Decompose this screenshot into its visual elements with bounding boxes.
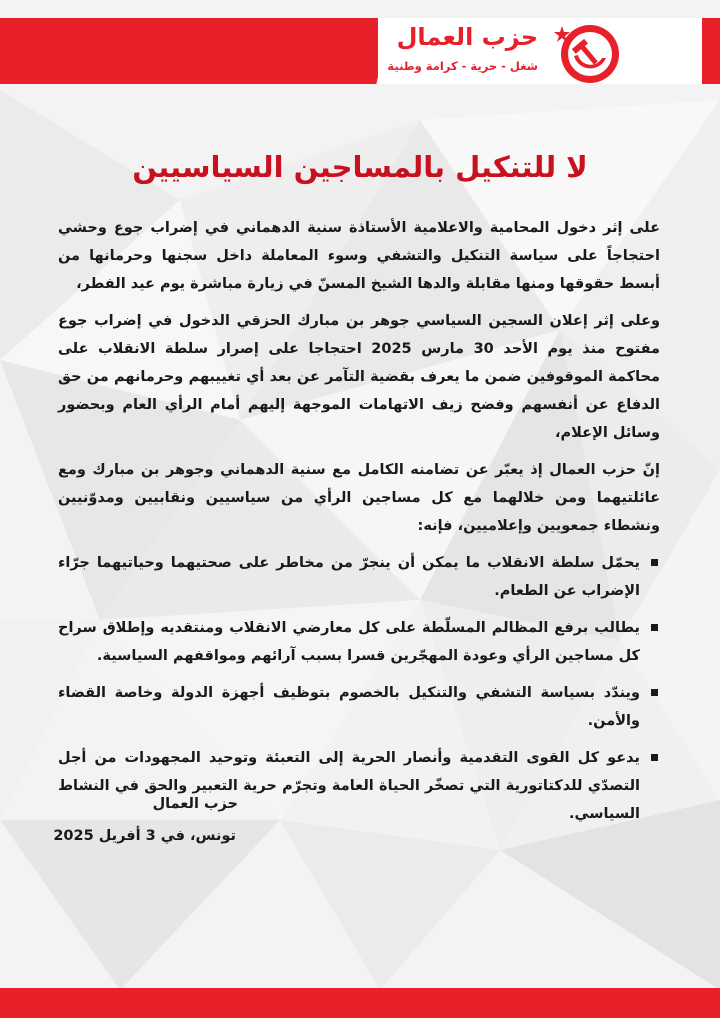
party-name: حزب العمال	[396, 23, 538, 51]
document-title: لا للتنكيل بالمساجين السياسيين	[132, 150, 588, 184]
hammer-sickle-star-icon	[548, 18, 624, 88]
signature: حزب العمال	[152, 796, 238, 812]
bullet-item	[58, 679, 660, 735]
bullet-item	[58, 744, 660, 828]
bullet-square-icon	[651, 559, 658, 566]
party-logo	[548, 18, 624, 88]
place-date: تونس، في 3 أفريل 2025	[53, 828, 236, 844]
bullet-item	[58, 549, 660, 605]
document-body	[58, 214, 660, 837]
paragraph: إنّ حزب العمال إذ يعبّر عن تضامنه الكامل مع سنية الدهماني وجوهر بن مبارك ومع عائلتيهما ومن خلالهما مع كل مساجين الرأي من سياسيين ونقابيين ومدوّنيين ونشطاء جمعويين وإعلاميين، فإنه:	[58, 462, 660, 534]
bullet-square-icon	[651, 689, 658, 696]
header-red-strip	[702, 18, 720, 84]
bullet-square-icon	[651, 754, 658, 761]
paragraph: وعلى إثر إعلان السجين السياسي جوهر بن مبارك الحزقي الدخول في إضراب جوع مفتوح منذ يوم الأحد 30 مارس 2025 احتجاجا على إصرار سلطة الانقلاب على محاكمة الموقوفين ضمن ما يعرف بقضية التآمر عن بعد أي تغييبهم وحرمانهم من حق الدفاع عن أنفسهم وفضح زيف الاتهامات الموجهة إليهم أمام الرأي العام وبحضور وسائل الإعلام،	[58, 313, 660, 441]
bullet-text: ويندّد بسياسة التشفي والتنكيل بالخصوم بتوظيف أجهزة الدولة وخاصة القضاء والأمن.	[58, 685, 640, 729]
bullet-item	[58, 614, 660, 670]
paragraph: على إثر دخول المحامية والاعلامية الأستاذة سنية الدهماني في إضراب جوع وحشي احتجاجاً على سياسة التنكيل والتشفي وسوء المعاملة داخل سجنها وحرمانها من أبسط حقوقها ومنها مقابلة والدها الشيخ المسنّ في زيارة مباشرة يوم عيد الفطر،	[58, 220, 660, 292]
bullet-square-icon	[651, 624, 658, 631]
bullet-text: يحمّل سلطة الانقلاب ما يمكن أن ينجرّ من مخاطر على صحتيهما وحياتيهما جرّاء الإضراب عن الطعام.	[58, 555, 640, 599]
bullet-text: يدعو كل القوى التقدمية وأنصار الحرية إلى التعبئة وتوحيد المجهودات من أجل التصدّي للدكتاتورية التي تصخّر الحياة العامة وتجرّم حرية التعبير والحق في النشاط السياسي.	[58, 750, 640, 822]
bullet-text: يطالب برفع المظالم المسلّطة على كل معارضي الانقلاب ومنتقديه وإطلاق سراح كل مساجين الرأي وعودة المهجّرين قسرا بسبب آرائهم ومواقفهم السياسية.	[58, 620, 640, 664]
footer-red-bar	[0, 988, 720, 1018]
header-red-bar	[0, 18, 392, 84]
party-slogan: شغل - حرية - كرامة وطنية	[387, 59, 538, 73]
